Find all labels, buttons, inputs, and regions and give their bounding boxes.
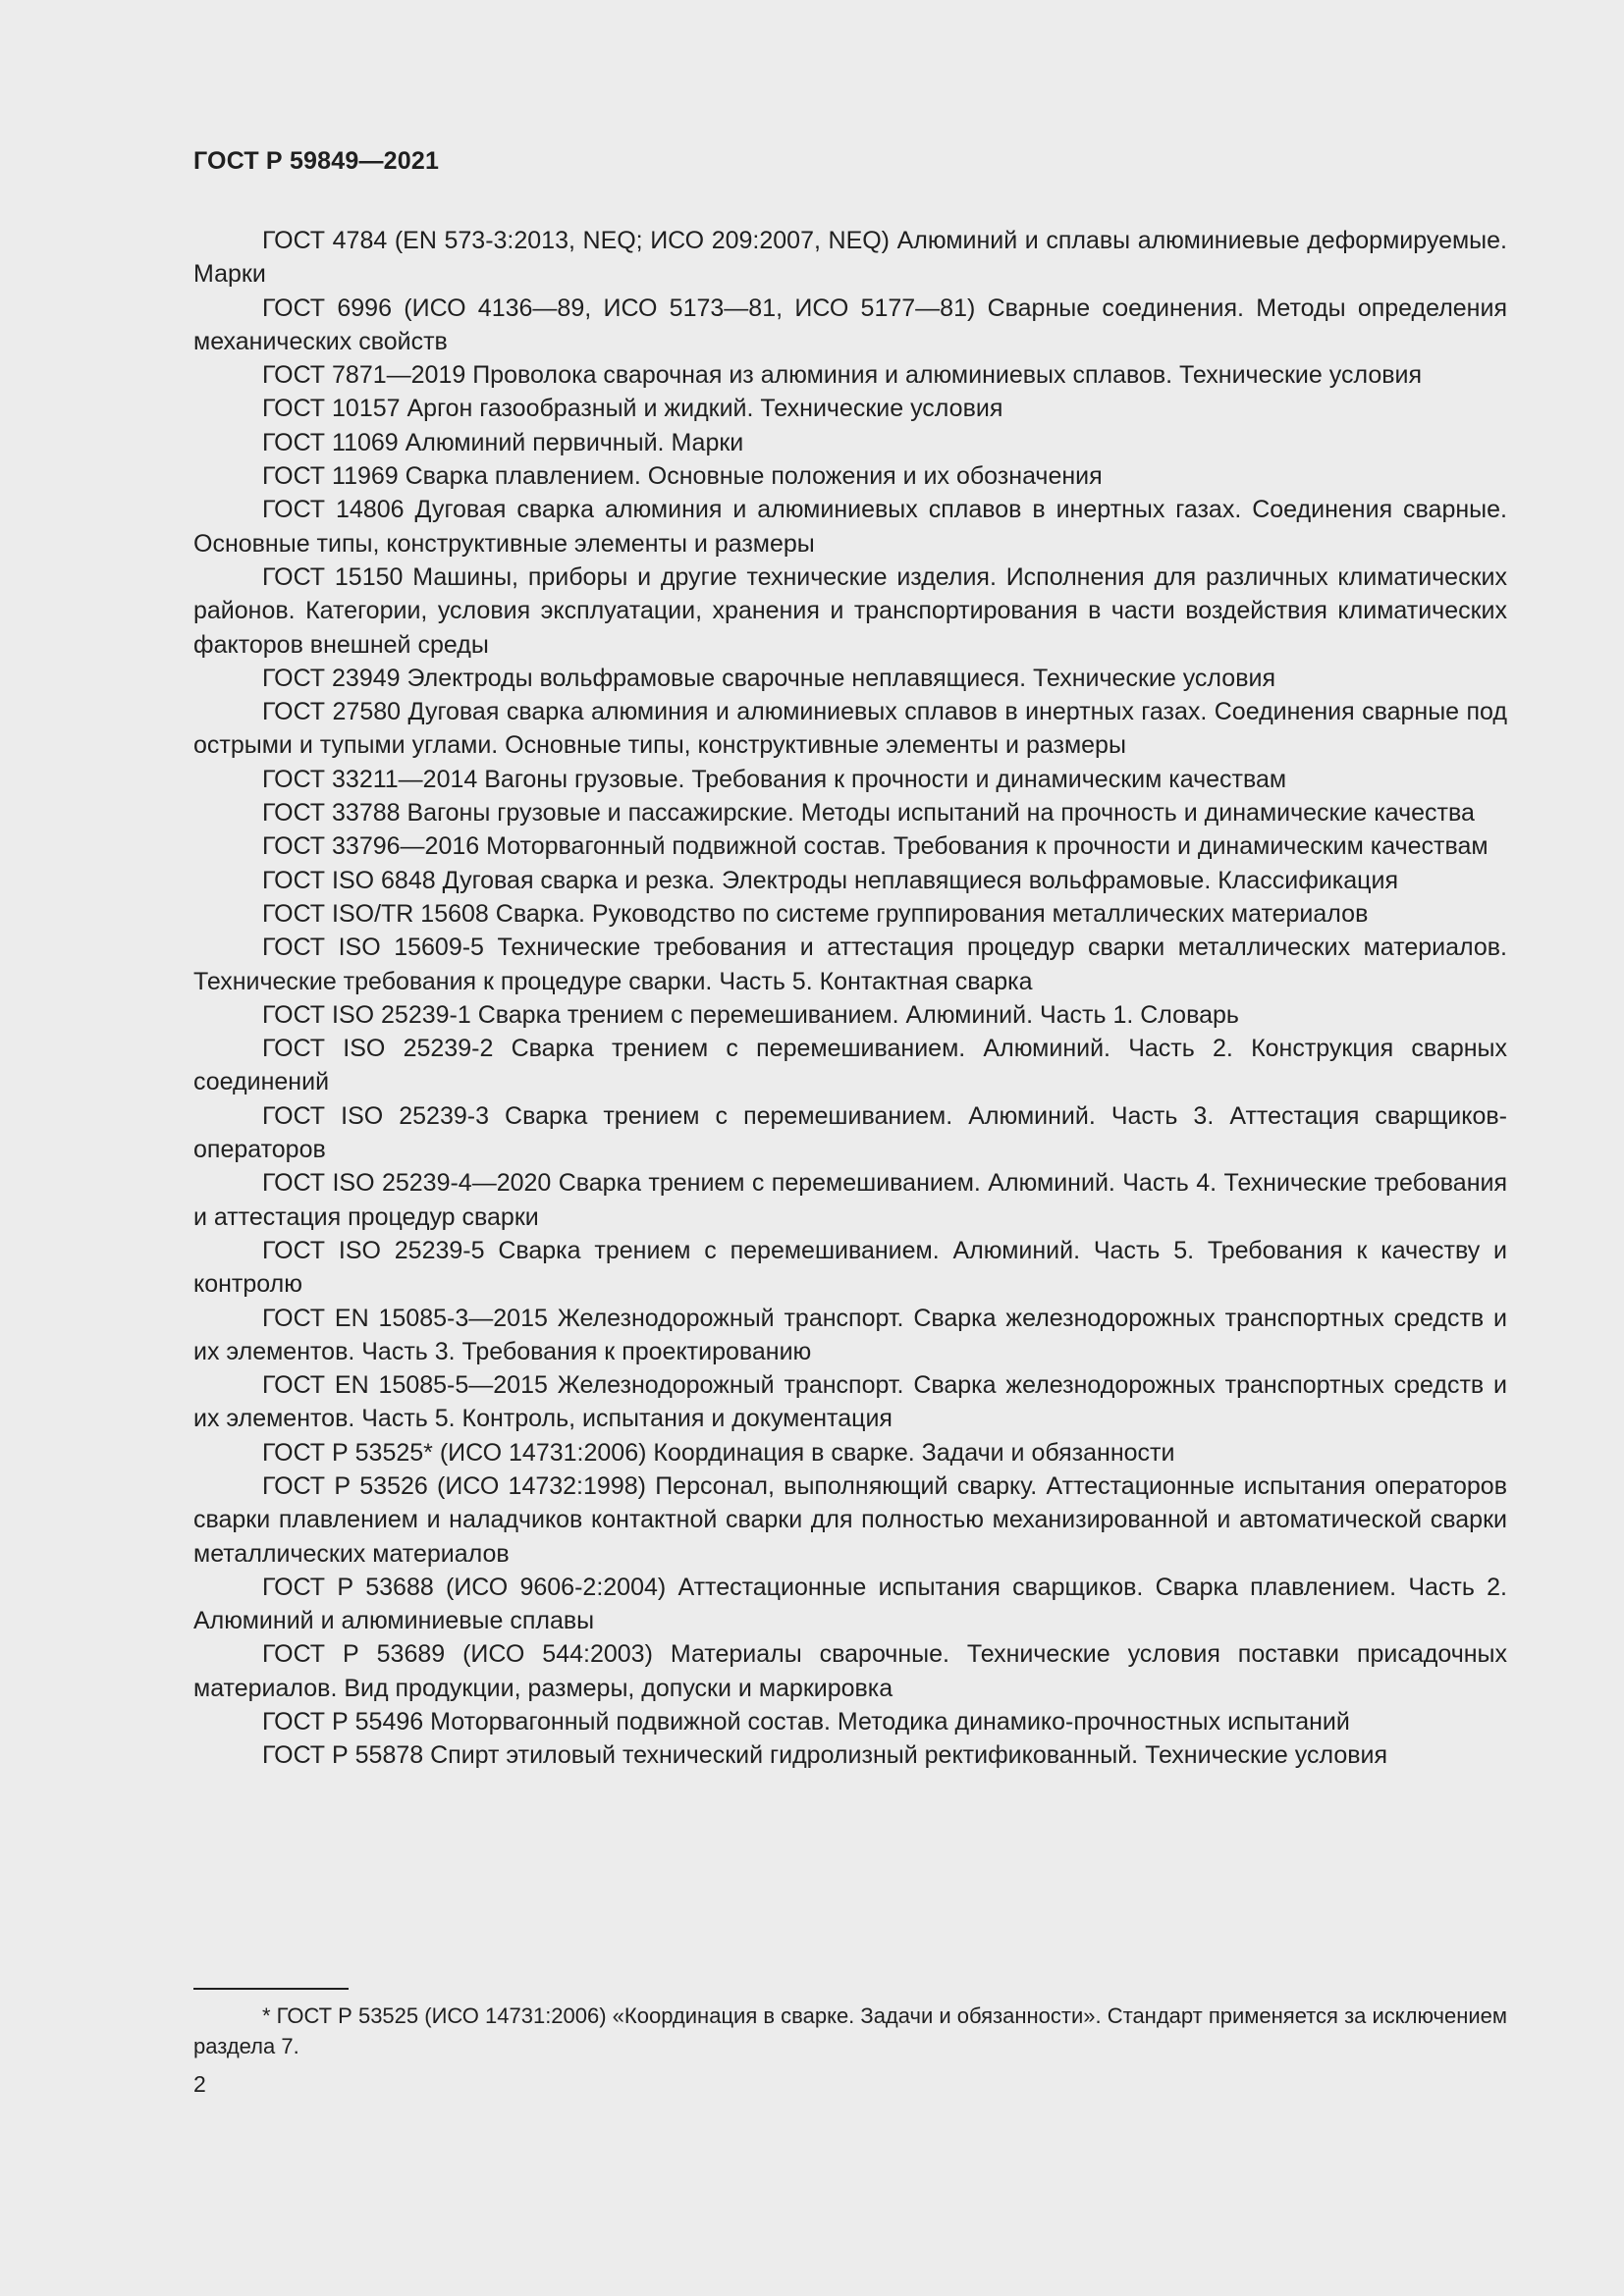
reference-item: ГОСТ 33211—2014 Вагоны грузовые. Требования к прочности и динамическим качествам [262,765,1287,793]
reference-item: ГОСТ 4784 (EN 573-3:2013, NEQ; ИСО 209:2007, NEQ) Алюминий и сплавы алюминиевые деформируемые. Марки [193,227,1507,289]
reference-item: ГОСТ 7871—2019 Проволока сварочная из алюминия и алюминиевых сплавов. Технические условия [262,361,1423,390]
reference-item: ГОСТ 27580 Дуговая сварка алюминия и алюминиевых сплавов в инертных газах. Соединения сварные под острыми и тупыми углами. Основные типы, конструктивные элементы и размеры [193,698,1507,760]
reference-item: ГОСТ 15150 Машины, приборы и другие технические изделия. Исполнения для различных климатических районов. Категории, условия эксплуатации, хранения и транспортирования в части воздействия климатических факторов внешней среды [193,562,1507,659]
document-code-header: ГОСТ Р 59849—2021 [193,147,440,175]
reference-item: ГОСТ 33796—2016 Моторвагонный подвижной состав. Требования к прочности и динамическим качествам [262,832,1489,861]
reference-item: ГОСТ Р 53689 (ИСО 544:2003) Материалы сварочные. Технические условия поставки присадочных материалов. Вид продукции, размеры, допуски и маркировка [193,1640,1507,1702]
footnote-separator [193,1988,349,1990]
reference-item: ГОСТ EN 15085-5—2015 Железнодорожный транспорт. Сварка железнодорожных транспортных средств и их элементов. Часть 5. Контроль, испытания и документация [193,1371,1507,1433]
reference-item: ГОСТ ISO 25239-2 Сварка трением с перемешиванием. Алюминий. Часть 2. Конструкция сварных соединений [193,1035,1507,1096]
normative-references-list [193,224,1507,1773]
reference-item: ГОСТ 10157 Аргон газообразный и жидкий. Технические условия [262,395,1003,423]
reference-item: ГОСТ Р 53688 (ИСО 9606-2:2004) Аттестационные испытания сварщиков. Сварка плавлением. Часть 2. Алюминий и алюминиевые сплавы [193,1573,1507,1635]
reference-item: ГОСТ ISO 25239-4—2020 Сварка трением с перемешиванием. Алюминий. Часть 4. Технические требования и аттестация процедур сварки [193,1169,1507,1231]
reference-item: ГОСТ 6996 (ИСО 4136—89, ИСО 5173—81, ИСО 5177—81) Сварные соединения. Методы определения механических свойств [193,294,1507,355]
reference-item: ГОСТ ISO/TR 15608 Сварка. Руководство по системе группирования металлических материалов [262,899,1369,928]
reference-item: ГОСТ ISO 25239-3 Сварка трением с перемешиванием. Алюминий. Часть 3. Аттестация сварщиков-операторов [193,1101,1507,1164]
reference-item: ГОСТ Р 53526 (ИСО 14732:1998) Персонал, выполняющий сварку. Аттестационные испытания операторов сварки плавлением и наладчиков контактной сварки для полностью механизированной и автоматической сварки металлических материалов [193,1471,1507,1568]
reference-item: ГОСТ ISO 6848 Дуговая сварка и резка. Электроды неплавящиеся вольфрамовые. Классификация [262,866,1398,894]
reference-item: ГОСТ 11969 Сварка плавлением. Основные положения и их обозначения [262,462,1103,491]
reference-item: ГОСТ ISO 25239-1 Сварка трением с перемешиванием. Алюминий. Часть 1. Словарь [262,1000,1239,1029]
footnote: * ГОСТ Р 53525 (ИСО 14731:2006) «Координация в сварке. Задачи и обязанности». Стандарт применяется за исключением раздела 7. [193,2003,1508,2058]
reference-item: ГОСТ 14806 Дуговая сварка алюминия и алюминиевых сплавов в инертных газах. Соединения сварные. Основные типы, конструктивные элементы и размеры [193,496,1507,558]
reference-item: ГОСТ Р 55878 Спирт этиловый технический гидролизный ректификованный. Технические условия [262,1741,1388,1770]
reference-item: ГОСТ 33788 Вагоны грузовые и пассажирские. Методы испытаний на прочность и динамические качества [262,799,1475,828]
reference-item: ГОСТ ISO 15609-5 Технические требования и аттестация процедур сварки металлических материалов. Технические требования к процедуре сварки. Часть 5. Контактная сварка [193,934,1507,995]
reference-item: ГОСТ Р 55496 Моторвагонный подвижной состав. Методика динамико-прочностных испытаний [262,1708,1350,1736]
reference-item: ГОСТ 11069 Алюминий первичный. Марки [262,428,744,456]
reference-item: ГОСТ Р 53525* (ИСО 14731:2006) Координация в сварке. Задачи и обязанности [262,1438,1175,1467]
reference-item: ГОСТ ISO 25239-5 Сварка трением с перемешиванием. Алюминий. Часть 5. Требования к качеству и контролю [193,1236,1507,1299]
reference-item: ГОСТ 23949 Электроды вольфрамовые сварочные неплавящиеся. Технические условия [262,664,1275,692]
page-number: 2 [193,2071,206,2097]
reference-item: ГОСТ EN 15085-3—2015 Железнодорожный транспорт. Сварка железнодорожных транспортных средств и их элементов. Часть 3. Требования к проектированию [193,1304,1507,1365]
